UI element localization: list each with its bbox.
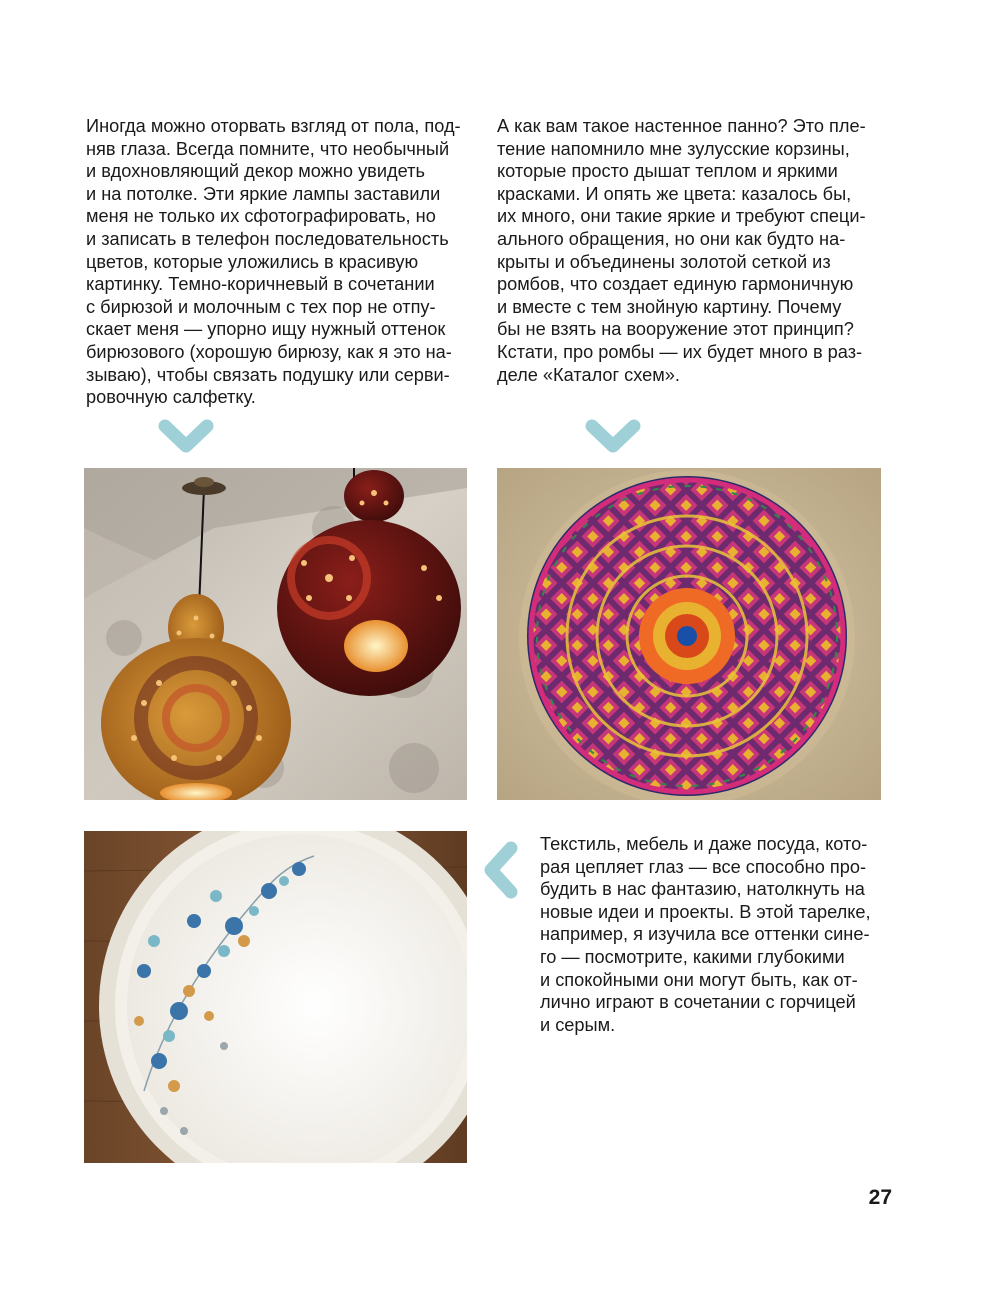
text-line: их много, они такие яркие и требуют специ-	[497, 206, 866, 227]
text-line: ромбов, что создает единую гармоничную	[497, 274, 854, 295]
page-number: 27	[868, 1186, 892, 1209]
plate-paragraph	[540, 833, 885, 1036]
text-line: и вместе с тем знойную картину. Почему	[497, 296, 842, 317]
text-line: деле «Каталог схем».	[497, 364, 680, 385]
chevron-down-icon	[584, 418, 642, 456]
text-line: цветов, которые уложились в красивую	[86, 251, 419, 272]
chevron-left-icon	[481, 840, 521, 900]
text-line: Кстати, про ромбы — их будет много в раз-	[497, 341, 863, 362]
text-line: Иногда можно оторвать взгляд от пола, под-	[86, 116, 461, 136]
text-line: бы не взять на вооружение этот принцип?	[497, 319, 854, 340]
text-line: бирюзового (хорошую бирюзу, как я это на-	[86, 341, 452, 362]
floral-plate-photo	[84, 831, 467, 1163]
text-line: меня не только их сфотографировать, но	[86, 206, 436, 227]
text-line: скает меня — упорно ищу нужный оттенок	[86, 319, 446, 340]
text-line: лично играют в сочетании с горчицей	[540, 992, 856, 1013]
text-line: зываю), чтобы связать подушку или серви-	[86, 364, 450, 385]
text-line: тение напомнило мне зулусские корзины,	[497, 138, 850, 159]
text-line: го — посмотрите, какими глубокими	[540, 946, 845, 967]
text-line: картинку. Темно-коричневый в сочетании	[86, 274, 435, 295]
text-line: например, я изучила все оттенки сине-	[540, 924, 870, 945]
text-line: которые просто дышат теплом и яркими	[497, 161, 838, 182]
text-line: няв глаза. Всегда помните, что необычный	[86, 138, 450, 159]
text-line: новые идеи и проекты. В этой тарелке,	[540, 901, 871, 922]
text-line: будить в нас фантазию, натолкнуть на	[540, 879, 865, 900]
text-line: красками. И опять же цвета: казалось бы,	[497, 183, 852, 204]
lamps-paragraph	[86, 115, 466, 409]
text-line: и вдохновляющий декор можно увидеть	[86, 161, 425, 182]
gourd-lamps-photo	[84, 468, 467, 800]
text-line: и записать в телефон последовательность	[86, 228, 449, 249]
text-line: ального обращения, но они как будто на-	[497, 228, 846, 249]
text-line: и спокойными они могут быть, как от-	[540, 969, 858, 990]
panel-paragraph	[497, 115, 882, 386]
text-line: ровочную салфетку.	[86, 387, 256, 408]
text-line: крыты и объединены золотой сеткой из	[497, 251, 831, 272]
text-line: А как вам такое настенное панно? Это пле-	[497, 116, 866, 136]
text-line: Текстиль, мебель и даже посуда, кото-	[540, 834, 868, 854]
woven-wall-panel-photo	[497, 468, 881, 800]
text-line: и серым.	[540, 1014, 616, 1035]
text-line: рая цепляет глаз — все способно про-	[540, 856, 867, 877]
text-line: и на потолке. Эти яркие лампы заставили	[86, 183, 441, 204]
chevron-down-icon	[157, 418, 215, 456]
text-line: с бирюзой и молочным с тех пор не отпу-	[86, 296, 436, 317]
